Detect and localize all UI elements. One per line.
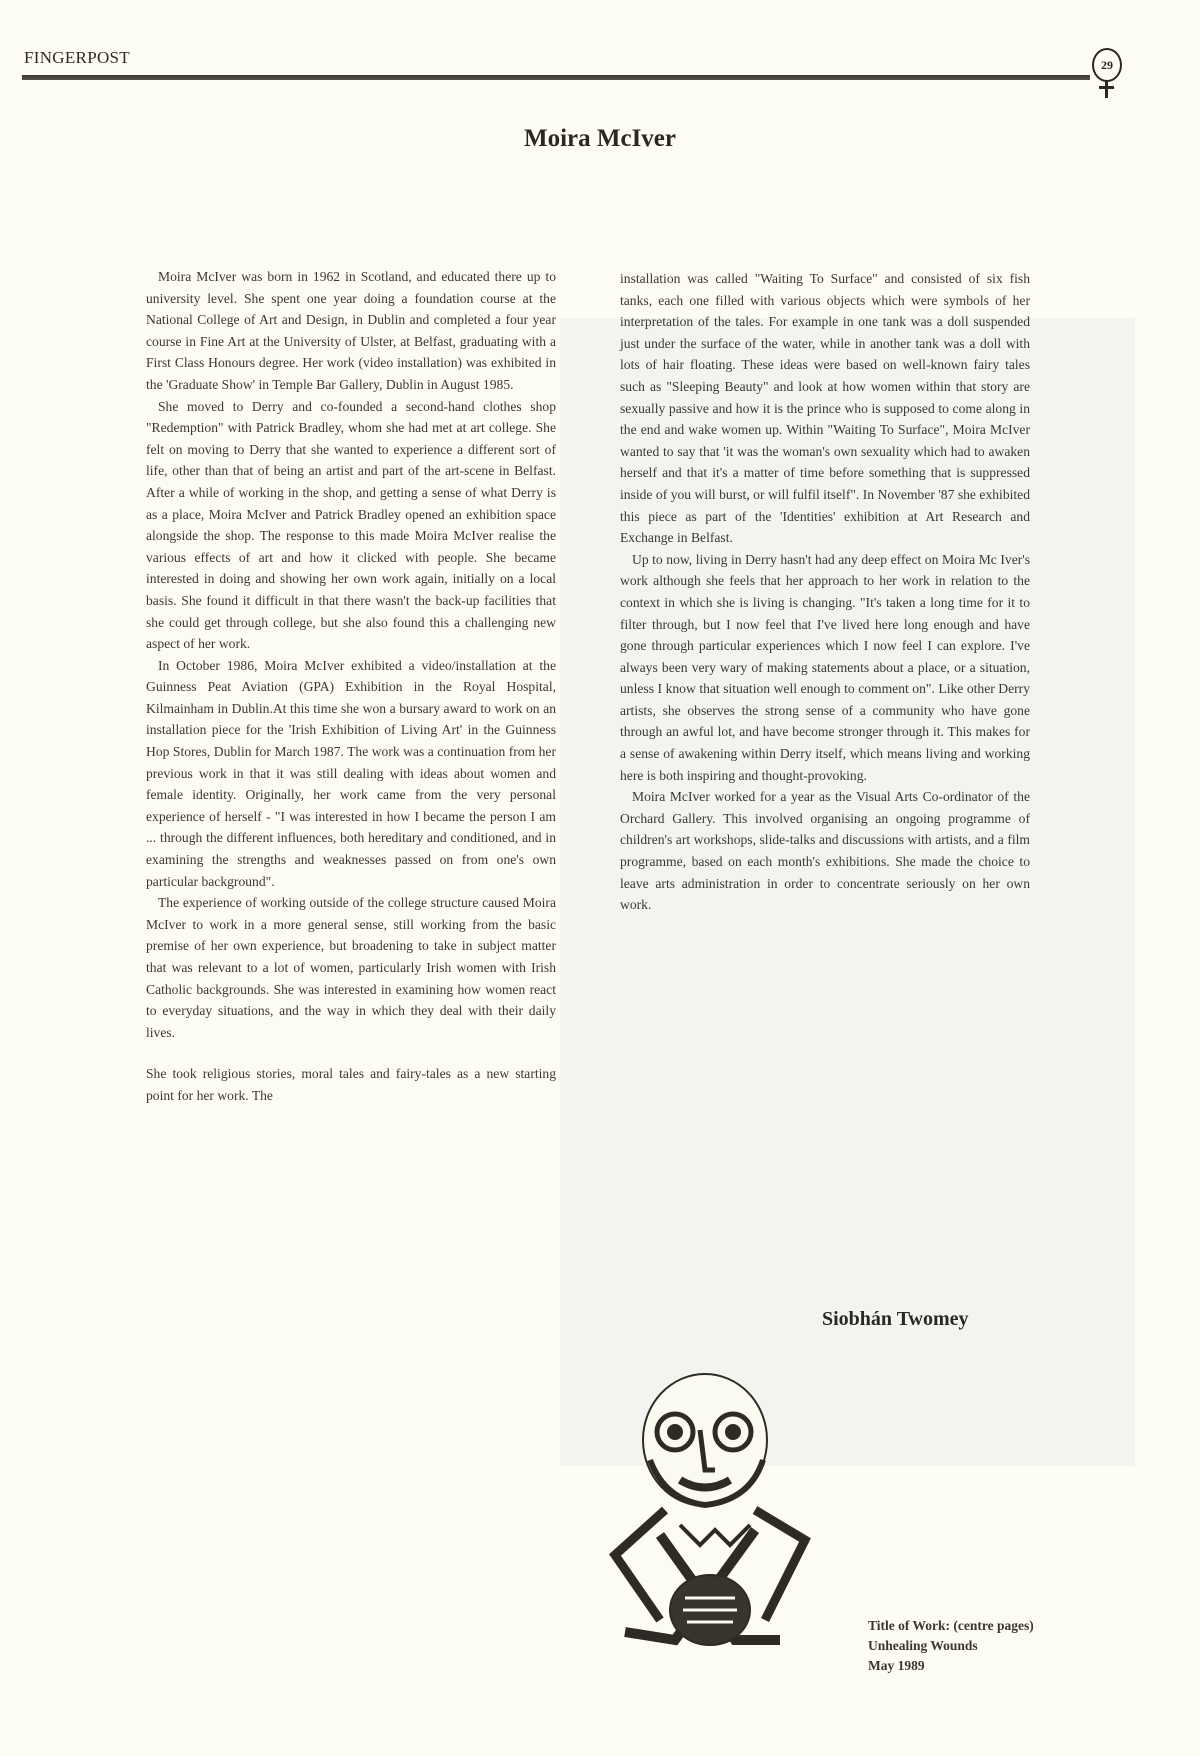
figure-eye-right-inner — [726, 1425, 740, 1439]
caption-line: Unhealing Wounds — [868, 1638, 978, 1653]
figure-eye-left-inner — [668, 1425, 682, 1439]
paragraph: Up to now, living in Derry hasn't had any deep effect on Moira Mc Iver's work although she feels that her approach to her work in relation to the context in which she is living is changing. "It's taken a long time for it to filter through, but I now feel that I've lived here long enough and have gone through particular experiences which I now feel I can explore. I've always been very wary of making statements about a place, or a situation, unless I know that situation well enough to comment on". Like other Derry artists, she observes the strong sense of a community who have gone through an awful lot, and have become stronger through it. This makes for a sense of awakening within Derry itself, which means living and working here is both inspiring and thought-provoking. — [620, 551, 1030, 783]
author-byline: Siobhán Twomey — [822, 1308, 969, 1330]
paragraph: The experience of working outside of the college structure caused Moira McIver to work in a more general sense, still working from the basic premise of her own experience, but broadening to take in subject matter that was relevant to a lot of women, particularly Irish women with Irish Catholic backgrounds. She was interested in examining how women react to everyday situations, and the way in which they deal with their daily lives. — [146, 895, 556, 1040]
page-number: 29 — [1092, 48, 1122, 82]
paragraph: installation was called "Waiting To Surface" and consisted of six fish tanks, each one filled with various objects which were symbols of her interpretation of the tales. For example in one tank was a doll suspended just under the surface of the water, while in another tank was a doll with lots of hair floating. These ideas were based on well-known fairy tales such as "Sleeping Beauty" and look at how women within that story are sexually passive and how it is the prince who is supposed to come along in the end and wake women up. Within "Waiting To Surface", Moira McIver wanted to say that 'it was the woman's own sexuality which had to awaken herself and that it's a matter of time before something that is suppressed inside of you will burst, or will fulfil itself". In November '87 she exhibited this piece as part of the 'Identities' exhibition at Art Research and Exchange in Belfast. — [620, 271, 1030, 546]
article-column-left — [146, 266, 556, 1107]
article-column-right — [620, 268, 1030, 916]
paragraph: In October 1986, Moira McIver exhibited a video/installation at the Guinness Peat Aviation (GPA) Exhibition in the Royal Hospital, Kilmainham in Dublin.At this time she won a bursary award to work on an installation piece for the 'Irish Exhibition of Living Art' in the Guinness Hop Stores, Dublin for March 1987. The work was a continuation from her previous work in that it was still dealing with ideas about women and female identity. Originally, her work came from the very personal experience of herself - "I was interested in how I became the person I am ... through the different influences, both hereditary and conditioned, and in examining the strengths and weaknesses passed on from one's own particular background". — [146, 657, 556, 889]
carved-figure-illustration — [605, 1370, 855, 1660]
paragraph: She took religious stories, moral tales and fairy-tales as a new starting point for her work. The — [146, 1066, 556, 1103]
figure-caption — [868, 1616, 1034, 1676]
female-symbol-bar-icon — [1099, 86, 1114, 89]
female-symbol-stem-icon — [1105, 80, 1108, 98]
figure-arm-right — [755, 1510, 805, 1620]
article-title: Moira McIver — [523, 125, 676, 152]
page-number-badge — [1090, 48, 1124, 100]
figure-torso — [680, 1525, 750, 1545]
paragraph: She moved to Derry and co-founded a second-hand clothes shop "Redemption" with Patrick Bradley, whom she had met at art college. She felt on moving to Derry that she wanted to experience a different sort of life, other than that of being an artist and part of the art-scene in Belfast. After a while of working in the shop, and getting a sense of what Derry is as a place, Moira McIver and Patrick Bradley opened an exhibition space alongside the shop. The response to this made Moira McIver realise the various effects of art and how it clicked with people. She became interested in doing and showing her own work again, initially on a local basis. She found it difficult in that there wasn't the back-up facilities that she could get through college, but she also found this a challenging new aspect of her work. — [146, 398, 556, 652]
paragraph: Moira McIver was born in 1962 in Scotland, and educated there up to university level. She spent one year doing a foundation course at the National College of Art and Design, in Dublin and completed a four year course in Fine Art at the University of Ulster, at Belfast, graduating with a First Class Honours degree. Her work (video installation) was exhibited in the 'Graduate Show' in Temple Bar Gallery, Dublin in August 1985. — [146, 269, 556, 392]
caption-line: Title of Work: (centre pages) — [868, 1618, 1034, 1633]
paragraph: Moira McIver worked for a year as the Visual Arts Co-ordinator of the Orchard Gallery. This involved organising an ongoing programme of children's art workshops, slide-talks and discussions with artists, and a film programme, based on each month's exhibitions. She made the choice to leave arts administration in order to concentrate seriously on her own work. — [620, 789, 1030, 913]
caption-line: May 1989 — [868, 1658, 925, 1673]
publication-name: FINGERPOST — [24, 48, 130, 67]
header-rule — [22, 75, 1090, 80]
figure-arm-left — [615, 1510, 665, 1620]
